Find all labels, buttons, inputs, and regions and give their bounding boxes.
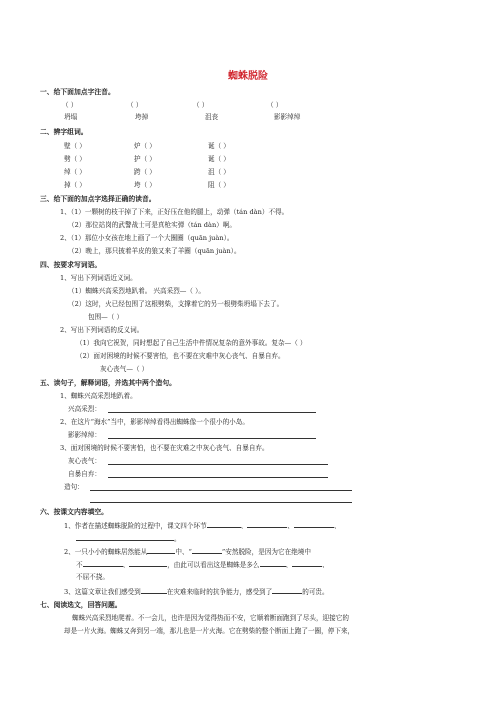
char-group-cell: 诞（ ） — [208, 142, 230, 150]
answer-line[interactable] — [90, 490, 352, 491]
reading-paragraph: 却是一片火海。蜘蛛又奔到另一端，那儿也是一片火海。它在劈柴的整个断面上跑了一圈，停下来， — [64, 627, 355, 635]
pinyin-blank: （ ） — [62, 101, 78, 109]
fill-blank[interactable] — [292, 560, 322, 567]
pinyin-blank: （ ） — [193, 101, 209, 109]
question-text: 中、“ — [175, 548, 192, 556]
question-line: 3、面对困境的时候不要害怕，也不要在灾难之中灰心丧气、自暴自弃。 — [60, 444, 269, 452]
fill-question-2 — [64, 547, 311, 556]
char-group-cell: 诞（ ） — [208, 155, 230, 163]
answer-line[interactable] — [108, 464, 328, 465]
char-group-cell: 阻（ ） — [208, 181, 230, 189]
question-line: 灰心丧气—（ ） — [100, 365, 149, 373]
question-line: （1）蜘蛛兴高采烈地趴着。 兴高采烈—（ ）。 — [68, 287, 205, 295]
word: 沮丧 — [205, 113, 219, 121]
question-line: （2）那位站岗的武警战士可是真枪实弹（tán dàn）啊。 — [68, 221, 236, 229]
question-line: 2、在这片“海水”当中，影影绰绰看得出蜘蛛像一个很小的小岛。 — [60, 418, 249, 426]
char-group-cell: 沮（ ） — [208, 168, 230, 176]
fill-question-1 — [64, 521, 340, 530]
question-line: 影影绰绰： — [68, 431, 101, 439]
question-line: 2、写出下列词语的反义词。 — [60, 326, 144, 334]
section-2-heading: 二、辨字组词。 — [40, 128, 88, 136]
fill-blank[interactable] — [192, 547, 222, 554]
question-text: ，由此可以看出这是蜘蛛是多么 — [167, 561, 260, 569]
section-5-heading: 五、读句子，解释词语，并选其中两个造句。 — [40, 379, 176, 387]
separator: 、 — [122, 561, 130, 569]
question-text: 3、这篇文章让我们感受到 — [64, 588, 141, 596]
word: 坍塌 — [64, 113, 78, 121]
answer-line[interactable] — [90, 502, 352, 503]
section-1-heading: 一、给下面加点字注音。 — [40, 88, 115, 96]
question-text: 2、一只小小的蜘蛛居然能从 — [64, 548, 148, 556]
char-group-cell: 绰（ ） — [64, 168, 86, 176]
char-group-cell: 跨（ ） — [134, 168, 156, 176]
section-3-heading: 三、给下面的加点字选择正确的读音。 — [40, 195, 156, 203]
question-line: （2）晚上，那只披着羊皮的狼又来了羊圈（quān juàn）。 — [68, 247, 241, 255]
fill-blank[interactable] — [260, 560, 286, 567]
question-text: 的可贵。 — [302, 588, 329, 596]
page-title: 蜘蛛脱险 — [228, 71, 268, 82]
question-line: 灰心丧气： — [68, 457, 101, 465]
fill-blank[interactable] — [247, 521, 287, 528]
separator: 、 — [322, 561, 329, 569]
char-group-cell: 劈（ ） — [64, 155, 86, 163]
fill-blank[interactable] — [129, 560, 167, 567]
reading-paragraph: 蜘蛛兴高采烈地爬着。不一会儿，也许是因为觉得热而不安，它顺着断面跑到了尽头，迎接它的 — [72, 614, 349, 622]
question-line: 2、（1）那位小女孩在地上画了一个大圈圈（quān juàn）。 — [60, 234, 234, 242]
question-text: 1、作者在描述蜘蛛脱险的过程中，课文四个环节 — [64, 522, 207, 530]
fill-question-3 — [64, 587, 329, 596]
section-7-heading: 七、阅读选文，回答问题。 — [40, 601, 122, 609]
question-line: 兴高采烈： — [68, 405, 101, 413]
answer-line[interactable] — [108, 412, 316, 413]
question-text: 不 — [76, 561, 83, 569]
question-line: 包围—（ ） — [88, 313, 124, 321]
question-line: 1、写出下列词语近义词。 — [60, 274, 137, 282]
question-line: 1、（1）一颗树的枝干掉了下来，正好压在他的腿上，动弹（tán dàn）不得。 — [60, 208, 289, 216]
fill-blank[interactable] — [83, 560, 123, 567]
question-line: 自暴自弃： — [68, 470, 101, 478]
section-6-heading: 六、按课文内容填空。 — [40, 508, 108, 516]
char-group-cell: 护（ ） — [134, 155, 156, 163]
question-line: （2）这时，火已经包围了这根劈柴，支撑着它的另一根劈柴坍塌下去了。 — [68, 300, 284, 308]
question-line: （2）面对困境的时候不要害怕，也不要在灾难中灰心丧气、自暴自弃。 — [76, 352, 285, 360]
question-line: 1、蜘蛛兴高采烈地趴着。 — [60, 392, 137, 400]
section-4-heading: 四、按要求写词语。 — [40, 261, 102, 269]
question-line: （1）我向它祝贺，同时想起了自己生活中件情况复杂的意外事故。复杂—（ ） — [76, 339, 307, 347]
fill-blank[interactable] — [141, 587, 167, 594]
question-line: 造句： — [64, 483, 84, 491]
word: 垮掉 — [135, 113, 149, 121]
separator: 、 — [287, 522, 294, 530]
separator: 、 — [333, 522, 341, 530]
pinyin-blank: （ ） — [267, 101, 283, 109]
question-text: ”安然脱险，是因为它在绝境中 — [221, 548, 311, 556]
fill-question-1-cont — [76, 534, 181, 543]
answer-line[interactable] — [108, 477, 328, 478]
fill-blank[interactable] — [76, 534, 174, 541]
fill-blank[interactable] — [272, 587, 302, 594]
char-group-cell: 壁（ ） — [64, 142, 86, 150]
word: 影影绰绰 — [274, 113, 301, 121]
separator: 、 — [285, 561, 293, 569]
fill-blank[interactable] — [147, 547, 175, 554]
fill-question-2-end: 不屈不挠。 — [76, 573, 109, 581]
fill-blank[interactable] — [207, 521, 241, 528]
pinyin-blank: （ ） — [127, 101, 143, 109]
fill-blank[interactable] — [294, 521, 334, 528]
char-group-cell: 掉（ ） — [64, 181, 86, 189]
separator: 、 — [240, 522, 248, 530]
answer-line[interactable] — [108, 438, 316, 439]
question-text: 在灾难来临时的抗争能力，感受到了 — [166, 588, 273, 596]
period: 。 — [174, 535, 181, 543]
char-group-cell: 垮（ ） — [134, 181, 156, 189]
fill-question-2-cont — [76, 560, 329, 569]
char-group-cell: 炉（ ） — [134, 142, 156, 150]
